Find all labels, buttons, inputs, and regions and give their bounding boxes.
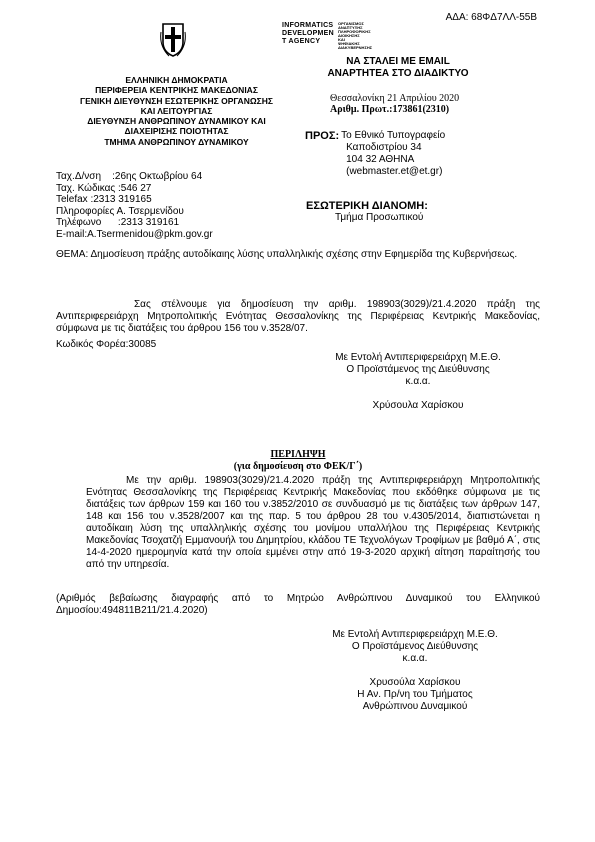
logo-greek-line: ΟΡΓΑΝΙΣΜΟΣ bbox=[338, 21, 364, 26]
send-note bbox=[323, 56, 473, 80]
summary-title: ΠΕΡΙΛΗΨΗ bbox=[270, 449, 326, 460]
header-line: ΤΜΗΜΑ ΑΝΘΡΩΠΙΝΟΥ ΔΥΝΑΜΙΚΟΥ bbox=[104, 136, 249, 147]
signature-spacer bbox=[328, 388, 508, 400]
summary-subtitle: (για δημοσίευση στο ΦΕΚ/Γ΄) bbox=[233, 461, 363, 472]
internal-distribution bbox=[306, 200, 428, 224]
contact-email: E-mail:A.Tsermenidou@pkm.gov.gr bbox=[56, 228, 213, 240]
recipient-city: 104 32 ΑΘΗΝΑ bbox=[346, 154, 415, 165]
contact-info-person: Πληροφορίες Α. Τσερμενίδου bbox=[56, 205, 184, 217]
logo-greek-line: ΔΙΟΙΚΗΣΗΣ bbox=[338, 33, 360, 38]
logo-line-3: T AGENCY bbox=[282, 38, 321, 45]
signature-block-1 bbox=[328, 352, 508, 412]
signature-line: Ο Προϊστάμενος Διεύθυνσης bbox=[351, 641, 479, 652]
protocol-number: Αριθμ. Πρωτ.:173861(2310) bbox=[330, 104, 450, 115]
logo-line-2: DEVELOPMEN bbox=[282, 30, 335, 37]
signature-line: κ.α.α. bbox=[402, 653, 428, 664]
signature-line: Ο Προϊστάμενος της Διεύθυνσης bbox=[346, 364, 490, 375]
recipient-street: Καποδιστρίου 34 bbox=[346, 142, 422, 153]
contact-block bbox=[56, 171, 213, 241]
signature-spacer bbox=[320, 665, 510, 677]
header-line: ΔΙΑΧΕΙΡΙΣΗΣ ΠΟΙΟΤΗΤΑΣ bbox=[124, 126, 229, 137]
header-line: ΕΛΛΗΝΙΚΗ ΔΗΜΟΚΡΑΤΙΑ bbox=[125, 75, 228, 85]
issuer-header bbox=[54, 75, 299, 147]
logo-greek-text bbox=[338, 22, 372, 50]
recipient-name: Το Εθνικό Τυπογραφείο bbox=[341, 130, 446, 141]
send-note-line-1: ΝΑ ΣΤΑΛΕΙ ΜΕ EMAIL bbox=[346, 56, 450, 67]
recipient-block bbox=[305, 130, 445, 178]
header-line: ΔΙΕΥΘΥΝΣΗ ΑΝΘΡΩΠΙΝΟΥ ΔΥΝΑΜΙΚΟΥ ΚΑΙ bbox=[87, 116, 266, 127]
recipient-label: ΠΡΟΣ: bbox=[305, 130, 340, 142]
signatory-name: Χρύσουλα Χαρίσκου bbox=[372, 400, 464, 411]
logo-greek-line: ΔΙΑΚΥΒΕΡΝΗΣΗΣ bbox=[338, 45, 373, 50]
ada-code: ΑΔΑ: 68ΦΔ7ΛΛ-55Β bbox=[445, 12, 537, 23]
header-line: ΚΑΙ ΛΕΙΤΟΥΡΓΙΑΣ bbox=[140, 105, 213, 116]
greek-emblem-icon bbox=[160, 22, 186, 58]
logo-greek-line: ΨΗΦΙΑΚΗΣ bbox=[338, 41, 360, 46]
header-line: ΠΕΡΙΦΕΡΕΙΑ ΚΕΝΤΡΙΚΗΣ ΜΑΚΕΔΟΝΙΑΣ bbox=[95, 85, 258, 96]
logo-greek-line: ΠΛΗΡΟΦΟΡΙΚΗΣ bbox=[338, 29, 371, 34]
signatory-name: Χρυσούλα Χαρίσκου bbox=[369, 677, 461, 688]
ida-logo bbox=[282, 22, 392, 48]
logo-greek-line: ΚΑΙ bbox=[338, 37, 345, 42]
recipient-email: (webmaster.et@et.gr) bbox=[346, 166, 443, 177]
contact-address: Ταχ.Δ/νση :26ης Οκτωβρίου 64 bbox=[56, 171, 203, 182]
signatory-department: Ανθρώπινου Δυναμικού bbox=[362, 701, 468, 712]
send-note-line-2: ΑΝΑΡΤΗΤΕΑ ΣΤΟ ΔΙΑΔΙΚΤΥΟ bbox=[327, 68, 469, 79]
logo-english-text bbox=[282, 22, 334, 50]
date-block bbox=[330, 93, 459, 115]
contact-postcode: Ταχ. Κώδικας :546 27 bbox=[56, 182, 152, 194]
signature-line: Με Εντολή Αντιπεριφερειάρχη Μ.Ε.Θ. bbox=[335, 352, 501, 363]
header-line: ΓΕΝΙΚΗ ΔΙΕΥΘΥΝΣΗ ΕΣΩΤΕΡΙΚΗΣ ΟΡΓΑΝΩΣΗΣ bbox=[80, 95, 273, 106]
logo-greek-line: ΑΝΑΠΤΥΞΗΣ bbox=[338, 25, 363, 30]
internal-distribution-item: Τμήμα Προσωπικού bbox=[335, 212, 424, 223]
agency-code: Κωδικός Φορέα:30085 bbox=[56, 339, 157, 350]
signature-line: Με Εντολή Αντιπεριφερειάρχη Μ.Ε.Θ. bbox=[332, 629, 498, 640]
contact-phone: Τηλέφωνο :2313 319161 bbox=[56, 217, 180, 229]
internal-distribution-title: ΕΣΩΤΕΡΙΚΗ ΔΙΑΝΟΜΗ: bbox=[306, 200, 428, 212]
subject-line: ΘΕΜΑ: Δημοσίευση πράξης αυτοδίκαιης λύσης υπαλληλικής σχέσης στην Εφημερίδα της Κυβερνήσεως. bbox=[56, 249, 518, 260]
signature-block-2 bbox=[320, 629, 510, 713]
document-date: Θεσσαλονίκη 21 Απριλίου 2020 bbox=[330, 93, 460, 104]
summary-heading bbox=[160, 449, 436, 473]
registry-note: (Αριθμός βεβαίωσης διαγραφής από το Μητρώο Ανθρώπινου Δυναμικού του Ελληνικού Δημοσίου:494811Β211/21.4.2020) bbox=[56, 593, 540, 616]
signature-line: κ.α.α. bbox=[405, 376, 431, 387]
signatory-role: Η Αν. Πρ/νη του Τμήματος bbox=[357, 689, 473, 700]
contact-telefax: Telefax :2313 319165 bbox=[56, 194, 152, 206]
summary-body: Με την αριθμ. 198903(3029)/21.4.2020 πράξη της Αντιπεριφερειάρχη Μητροπολιτικής Ενότητας Θεσσαλονίκης της Περιφέρειας Κεντρικής Μακεδονίας που εκδόθηκε σύμφωνα με τις διατάξεις των άρθρων 159 και 160 του ν.3852/2010 σε συνδυασμό με τις διατάξεις των άρθρων 147, 148 και 156 του ν.3528/2007 και της παρ. 5 του άρθρου 28 του ν.4305/2014, διαπιστώνεται η αυτοδίκαιη λύση της υπαλληλικής σχέσης του μονίμου υπαλλήλου της Περιφέρειας Κεντρικής Μακεδονίας Τσοχατζή Εμμανουήλ του Δημητρίου, κλάδου ΤΕ Τεχνολόγων Τροφίμων με βαθμό Α΄, στις 14-4-2020 ημερομηνία κατά την οποία εμμένει στην από 19-3-2020 αρχική αίτηση παραίτησής του από την υπηρεσία. bbox=[86, 475, 540, 570]
logo-line-1: INFORMATICS bbox=[282, 22, 334, 29]
body-paragraph: Σας στέλνουμε για δημοσίευση την αριθμ. 198903(3029)/21.4.2020 πράξη της Αντιπεριφερειάρχη Μητροπολιτικής Ενότητας Θεσσαλονίκης της Περιφέρειας Κεντρικής Μακεδονίας, σύμφωνα με τις διατάξεις του άρθρου 156 του ν.3528/07. bbox=[56, 299, 540, 334]
